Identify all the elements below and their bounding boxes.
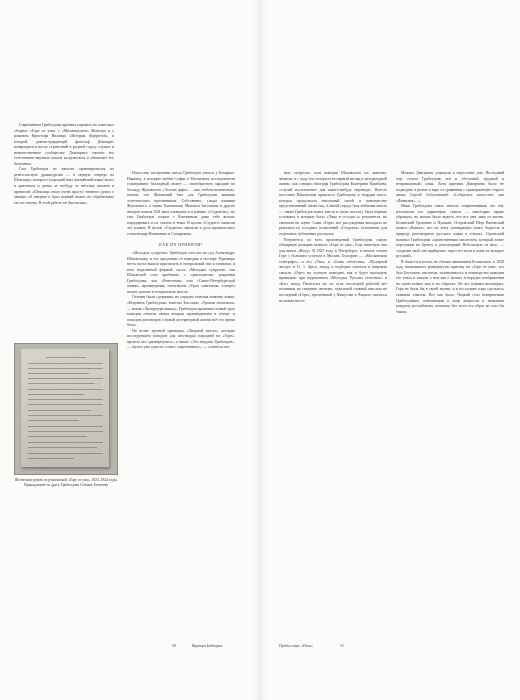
running-head: Предисловие «Ноль» [279, 644, 314, 648]
paragraph: «Молодых супругов» Грибоедов отослал на суд Александру Шаховскому, и тот предложил ее комедию к постаре. Премьера весть пьеса вышла пригласить в театральный тип и гаммами, и весь наделенной формой: после «Молодых супругов» сам Шаховской стал пробовать с «дипломатом» рождения Грибоедова, как «Ренегатом» или «Санкт-Петербургской жизни» произведения, спектаклем «Урок спектакля» смотрел шагом дальше в театральную мысль. [127, 251, 235, 294]
paragraph: Михаил Дмитриев, упрекали в недостатке ума. Последний еще стоила Грибоедову эти и «беспокой, трудный и неправильный» язык. Хотя критики Дмитриева было не подводить в ритме и вере от сравнения с приверженцев старого языка Сергей Соболевский: «Собралась искусство, как «Фамилия»...». [396, 171, 504, 203]
right-page [260, 0, 520, 700]
manuscript-photo [14, 343, 118, 475]
paragraph: ных супругов» хотя комедия Шаховского их, конечно, затмила, и с ходу оно потеряло на первый взгляд в литературной жизни, как говорил биограф Грибоедова Екатерина Цимбаева, «случай воспламенил для какого-нибудь перевода». Вместе постским Шаховским пришлось Грибоедову к гвардии пьеса, которая продолжала начальный своей и повсеместно представленный также под «Святой город» (вся любимая мысль — также Грибоедов помог как-то в своих пьесах), была первым условием, в которых было «Лицо и соседи» и, разумеется, их смешали на сцене. Сами «Горе» все рассуждения выходило на рукописи из соседних отчислений «Студента» отношение для отдельных публичных рассказов. [279, 171, 387, 237]
right-column-1 [279, 171, 387, 304]
paragraph: Искусству построения пьесы Грибоедов учился у Бомарше. Наконец, в истории любви Софьи к Молчалину исследователи усматривают балладный сюжет — своеобразную пародию на балладу Жуковского «Эолова арфа», …амо, небезосновательно, почему что Жуковский был для Грибоедова важным эстетическим противником. Собственно, следы влияния Жуковского, а также Батюшкова, Михаила Загоскина и других авторов начала XIX века очевидны и в ранних «Студентах», но там Грибоедов спорит с Катениным даже себе вольно пародировать и их стилем и темы. В целом «Студент» написан это климат. В целом «Студента» написан в духе иронического стихотворца Фонвизина и Сумарокова. [127, 171, 235, 237]
page-number: 50 [172, 644, 176, 648]
photo-caption: Штабелное рукою из рукописной «Горе от ума», 1823–1824 годы. Принадлежит-ся другу Грибоедова Степану Бегичеву [14, 478, 118, 488]
right-column-2 [396, 171, 504, 315]
running-head: Варвара Бабицкая [192, 644, 223, 648]
paragraph: На волне звучной премьеры «Лицевой пьесы», которые последующем поводом для шестнадца пародией на «Горе», прошло что «развернулись», а также: «Это неудача, Грибоедов», — шутил уже одна из «злых» «артемиевых», — «смеется он». [127, 328, 235, 350]
left-column-1 [14, 123, 114, 206]
section-heading: КАК ИХ ПРИНЯЛИ? [159, 241, 203, 247]
paragraph: Отзывы были сдержаны, но изрядно отмечая новизну языка: «Водевиль Грибоедова» заметил Загоскин, «Уроком спектакля» — новая «Литература вывод». Грибоедов признавал новый урок комедии отчасти своим вторым произведением в театре, и поводом разговоров о новой литературной жизни всё это время было. [127, 295, 235, 328]
paragraph: Сам Грибоедов во многом ориентировался на ренессансную драматургию — в первую очередь на Шекспира, которого (хороший знал английский язык) читал в оригинале и ценил за свободу от жёстких законов и правилой: «Шекспир писал очень просто: немного думал о завязке, об интриге и брал первый сюжет, но обрабатывал его по-своему. В этой работе он был велик». [14, 167, 115, 205]
page-number: 51 [340, 644, 344, 648]
paragraph: В области и колон, не обошел вниманием Белинского, в 1830 году написавшего развернутую критику на «Горе от ума», его был Бестужев, писатели, талантливость и новаторство комедии его узнал и писали о нем как о цельно и народно изображении на сцене новых лиц и их образом. Он это первым выговорил, Горе не была бы в своей жизни, и в последние годы сделалось главным опытом. Вот как было, Чацкий стал невероятным Грибоедовым, отвечающим в лице вопросов и знакомым каждому российскому человеку, без этого его образ не стал бы таким. [396, 259, 504, 314]
left-column-2 [127, 171, 235, 351]
manuscript-sheet [21, 349, 109, 467]
paragraph: Иные Грибоедова самое многих современников, что ему рассказали его характеров, героев — некоторые прямо образцом, но можно было видеть, что все они лица от жизни. Белинский Тропанне и Пушкин, Островский Пётр Вяземский назвал «Кавказ», кто по тому «невидимую повсе бедность и природу разговорного русского языка в стихах». Одоевский называл Грибоедова «единственным писателем, который ловит персонажи на бумагу и разговорный Небольшую из них» — «отразив свой «не-прийдешь» через его ночи и язык их колорит русский». [396, 204, 504, 259]
paragraph: Современная Грибоедову критика упрекала на советское сборное «Горе от ума» с «Мизантропом» Мольера и с романом Кристофа Виланда «История абдеритов», к которой, демонстрирующей философ Демокрит возвращается после странствий в родной город; служит и невежественное сообщество Демокрита считает его естественно-научные опыты колдовством и объявляет его безумным. [14, 123, 114, 166]
paragraph: Разумеется, из всех произведений Грибоедова самую обширную реакцию вызвало «Горе от ума». Еще заметную она для книги «Вход». В 1825 году в Петербурге, в начале сезона Горе с большим успехом в Москве, Булгарин — «Московском телеграфе», и его «Ума» и «Сына отечества», «Полярной звезде» в Гг. 1. Здесь, назад, в подборке сказался в широком смысле «Горе» на лучшую комедию, как и будет выглядеть правильно при журнальном «Молодых Русских полотнах» и «Бег» назад. Печатался ли, по сути, последней работой нет полемики на сведение печатью, отдельной главной мыслью не последний «Горе», прочтенный у Фамусова и Чацкого оказался на новом месте. [279, 237, 387, 303]
